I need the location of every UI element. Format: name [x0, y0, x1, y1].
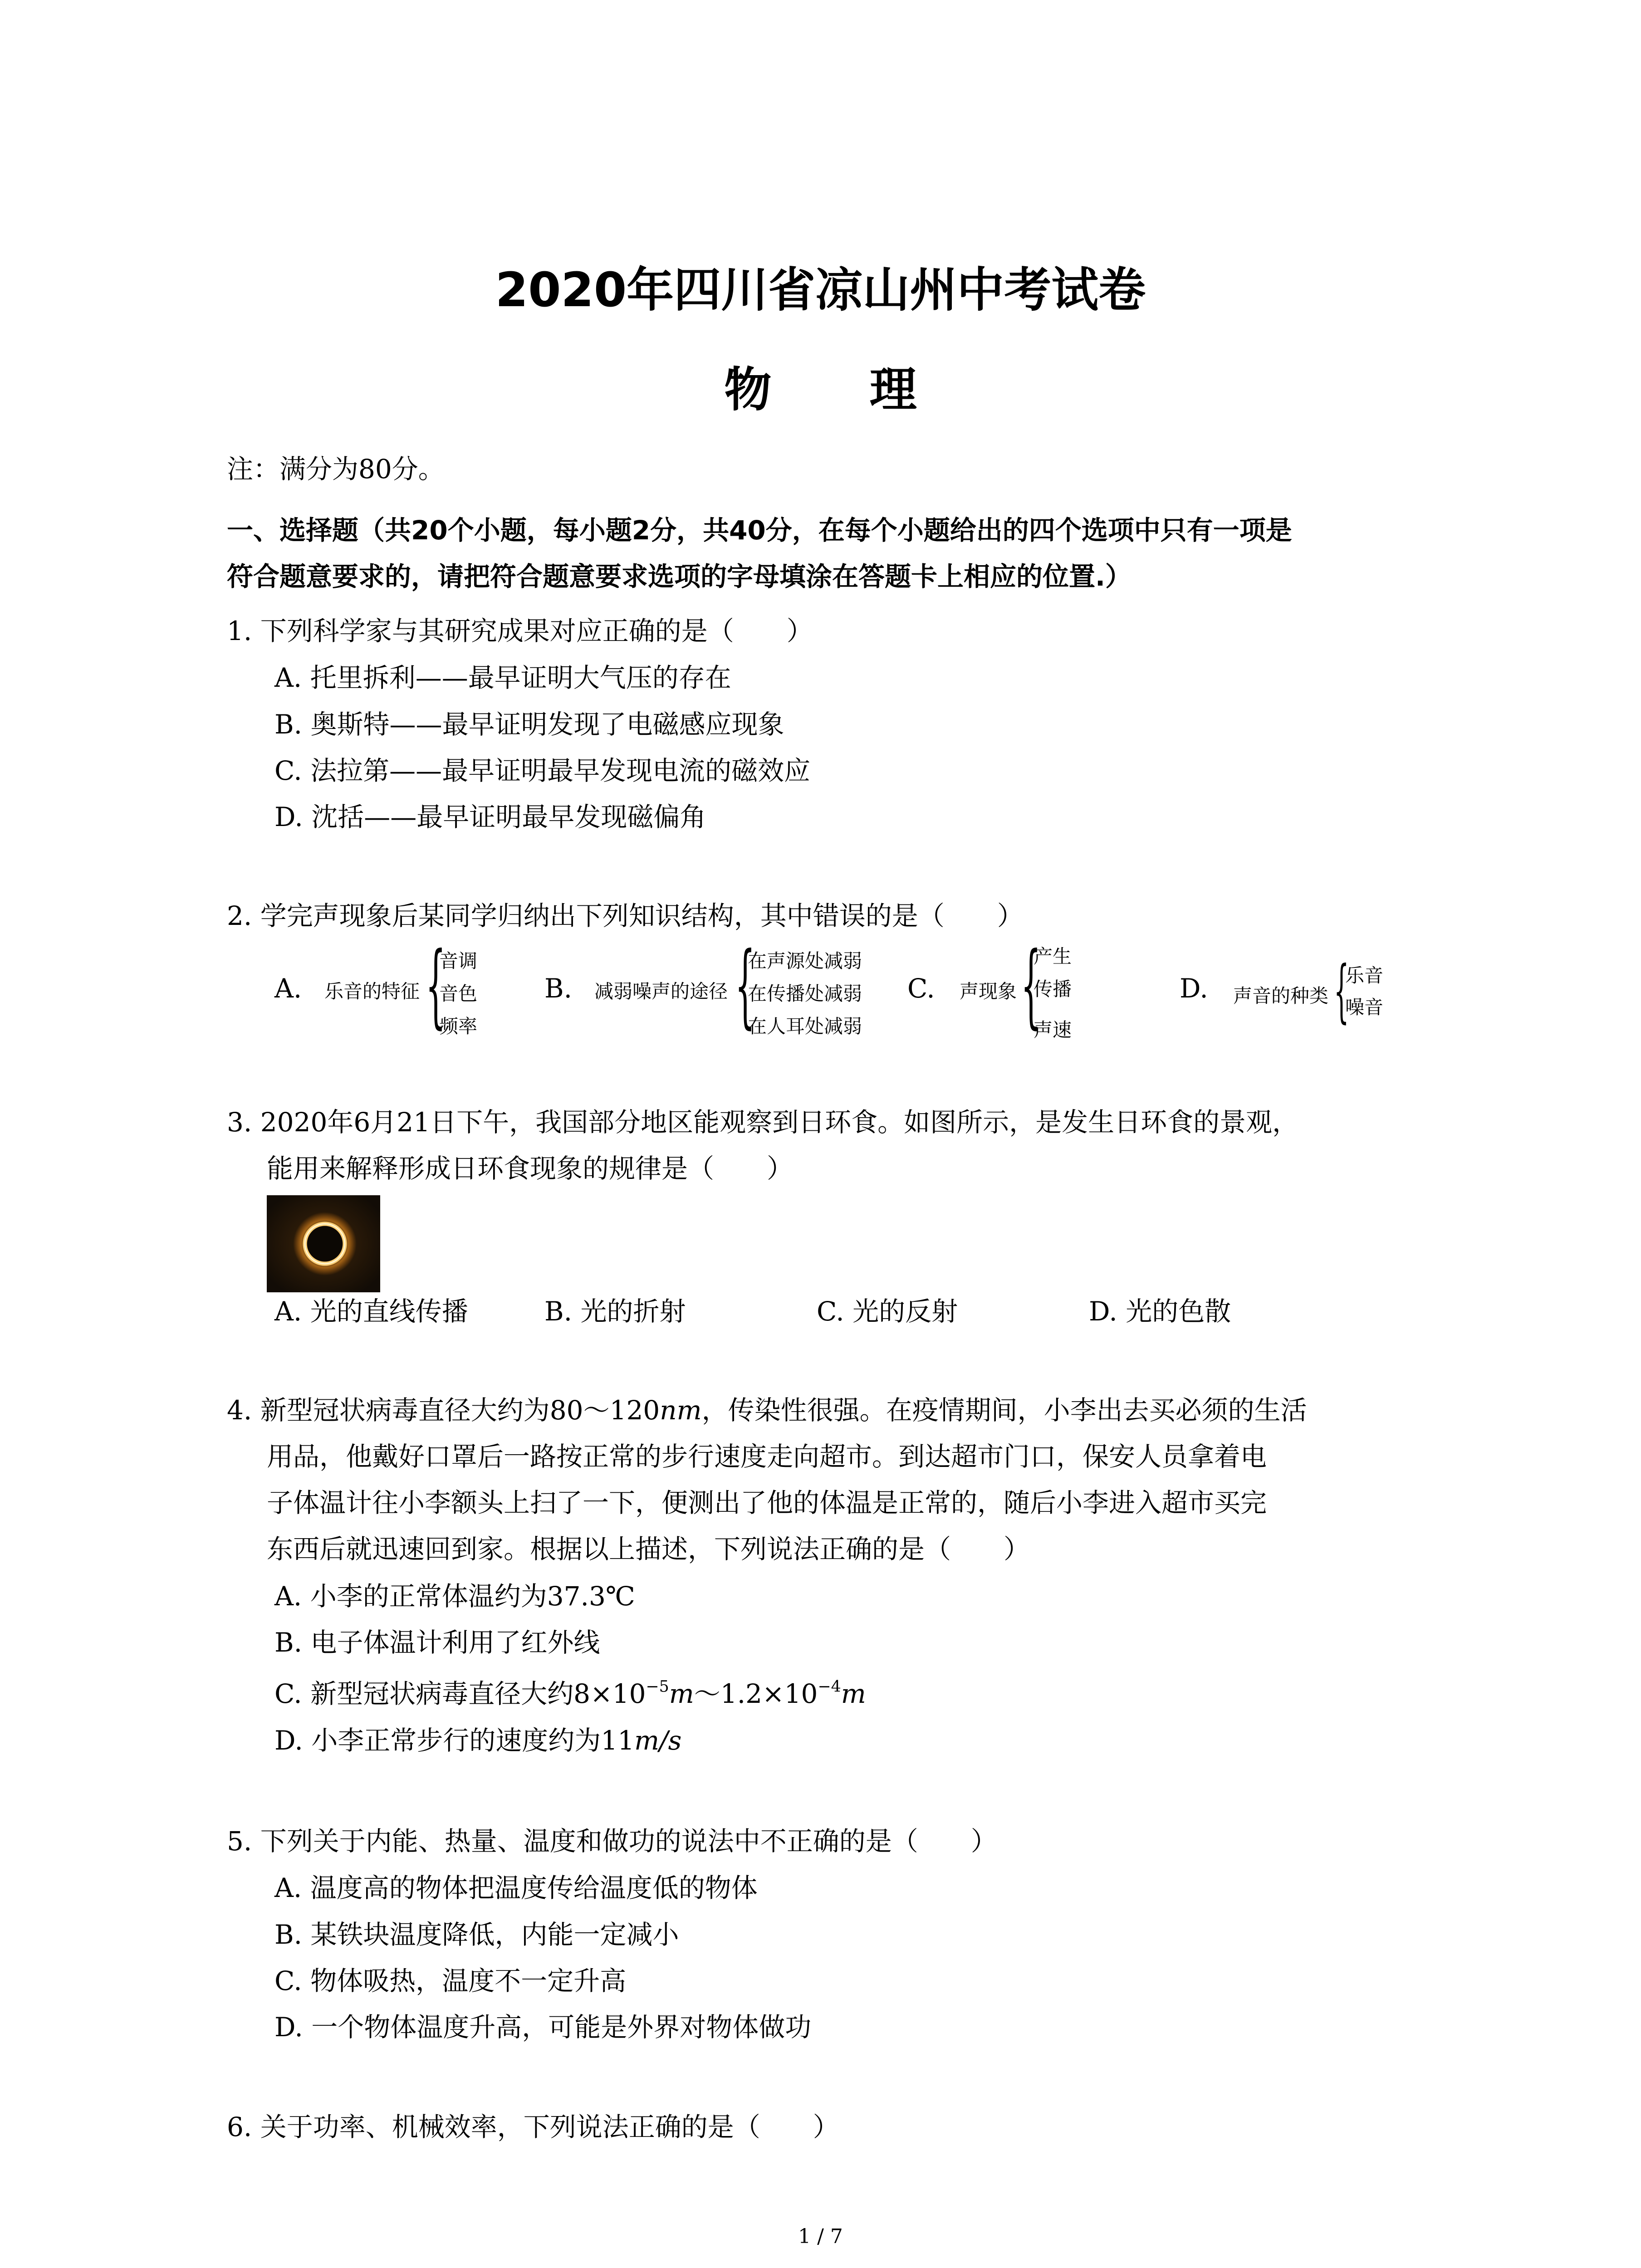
q4-option-a: A. 小李的正常体温约为37.3℃	[274, 1581, 635, 1612]
q4-option-c-text2: ～1.2×10	[694, 1678, 818, 1709]
q3-option-d: D. 光的色散	[1089, 1296, 1231, 1327]
eclipse-image	[267, 1195, 380, 1292]
q2-option-b-letter: B.	[544, 973, 573, 1004]
q4-unit-nm: nm	[660, 1395, 702, 1426]
q2-option-a-item: 音色	[439, 982, 478, 1005]
section-heading-line1: 一、选择题（共20个小题，每小题2分，共40分，在每个小题给出的四个选项中只有一项是	[227, 515, 1292, 546]
q4-option-c-exponent: −5	[646, 1677, 669, 1696]
q4-option-d-unit: m/s	[634, 1725, 682, 1756]
q5-option-a: A. 温度高的物体把温度传给温度低的物体	[274, 1872, 758, 1903]
score-note: 注：满分为80分。	[227, 454, 445, 484]
q4-stem-line1-rest: ，传染性很强。在疫情期间，小李出去买必须的生活	[701, 1395, 1307, 1426]
section-heading-line2: 符合题意要求的，请把符合题意要求选项的字母填涂在答题卡上相应的位置.）	[227, 561, 1132, 592]
q2-stem: 2. 学完声现象后某同学归纳出下列知识结构，其中错误的是（ ）	[227, 900, 1024, 931]
q4-option-c-unit2: m	[841, 1678, 866, 1709]
q4-stem-line2: 用品，他戴好口罩后一路按正常的步行速度走向超市。到达超市门口，保安人员拿着电	[267, 1441, 1267, 1472]
subject-title: 物 理	[724, 362, 958, 417]
q2-option-a-label: 乐音的特征	[324, 980, 420, 1002]
page-number: 1 / 7	[798, 2225, 843, 2248]
q2-option-b-item: 在声源处减弱	[748, 950, 862, 972]
q2-option-a-item: 音调	[439, 950, 478, 972]
q5-option-c: C. 物体吸热，温度不一定升高	[274, 1965, 627, 1996]
q2-option-c-letter: C.	[907, 973, 935, 1004]
q1-option-b: B. 奥斯特——最早证明发现了电磁感应现象	[274, 709, 784, 740]
q4-option-c	[274, 1677, 866, 1709]
q2-option-b-item: 在人耳处减弱	[748, 1015, 862, 1037]
q4-stem-line3: 子体温计往小李额头上扫了一下，便测出了他的体温是正常的，随后小李进入超市买完	[267, 1487, 1267, 1518]
q3-option-c: C. 光的反射	[817, 1296, 958, 1327]
q4-option-c-unit: m	[669, 1678, 694, 1709]
q4-stem-line1	[227, 1395, 1307, 1426]
q4-option-c-text: C. 新型冠状病毒直径大约8×10	[274, 1678, 646, 1709]
q1-option-a: A. 托里拆利——最早证明大气压的存在	[274, 662, 731, 693]
q4-option-d	[274, 1727, 681, 1754]
q3-stem-line1: 3. 2020年6月21日下午，我国部分地区能观察到日环食。如图所示，是发生日环食的景观，	[227, 1107, 1299, 1138]
q2-option-a-letter: A.	[274, 973, 302, 1004]
q1-option-c: C. 法拉第——最早证明最早发现电流的磁效应	[274, 755, 811, 786]
q5-stem: 5. 下列关于内能、热量、温度和做功的说法中不正确的是（ ）	[227, 1826, 997, 1857]
q2-option-a-item: 频率	[439, 1015, 478, 1037]
q6-stem: 6. 关于功率、机械效率，下列说法正确的是（ ）	[227, 2112, 839, 2142]
q2-option-c-item: 传播	[1034, 978, 1072, 1000]
q2-option-c-item: 产生	[1034, 945, 1072, 968]
q4-stem-line1-text: 4. 新型冠状病毒直径大约为80～120	[227, 1395, 660, 1426]
q3-stem-line2: 能用来解释形成日环食现象的规律是（ ）	[267, 1153, 794, 1184]
q1-option-d: D. 沈括——最早证明最早发现磁偏角	[274, 802, 706, 832]
q5-option-d: D. 一个物体温度升高，可能是外界对物体做功	[274, 2012, 812, 2043]
q2-option-d-item: 噪音	[1345, 996, 1384, 1018]
q2-option-c-label: 声现象	[960, 980, 1017, 1002]
q2-option-d-label: 声音的种类	[1233, 985, 1329, 1007]
q2-option-b-brace: {	[735, 933, 755, 1038]
q2-option-c-brace: {	[1021, 933, 1041, 1038]
q2-option-a-brace: {	[426, 933, 446, 1038]
q2-option-b-item: 在传播处减弱	[748, 982, 862, 1005]
q4-stem-line4: 东西后就迅速回到家。根据以上描述，下列说法正确的是（ ）	[267, 1534, 1030, 1564]
q3-option-b: B. 光的折射	[544, 1296, 686, 1327]
q5-option-b: B. 某铁块温度降低，内能一定减小	[274, 1919, 679, 1950]
exam-title: 2020年四川省凉山州中考试卷	[495, 262, 1146, 318]
q2-option-c-item: 声速	[1034, 1019, 1072, 1041]
eclipse-ring-graphic	[267, 1195, 380, 1292]
q4-option-d-text: D. 小李正常步行的速度约为11	[274, 1725, 635, 1756]
q4-option-c-exponent2: −4	[818, 1677, 841, 1696]
q2-option-d-brace: {	[1334, 952, 1349, 1031]
q1-stem: 1. 下列科学家与其研究成果对应正确的是（ ）	[227, 616, 813, 646]
q2-option-b-label: 减弱噪声的途径	[594, 980, 728, 1002]
q3-option-a: A. 光的直线传播	[274, 1296, 468, 1327]
q4-option-b: B. 电子体温计利用了红外线	[274, 1627, 600, 1658]
q2-option-d-letter: D.	[1180, 973, 1208, 1004]
q2-option-d-item: 乐音	[1345, 964, 1384, 987]
